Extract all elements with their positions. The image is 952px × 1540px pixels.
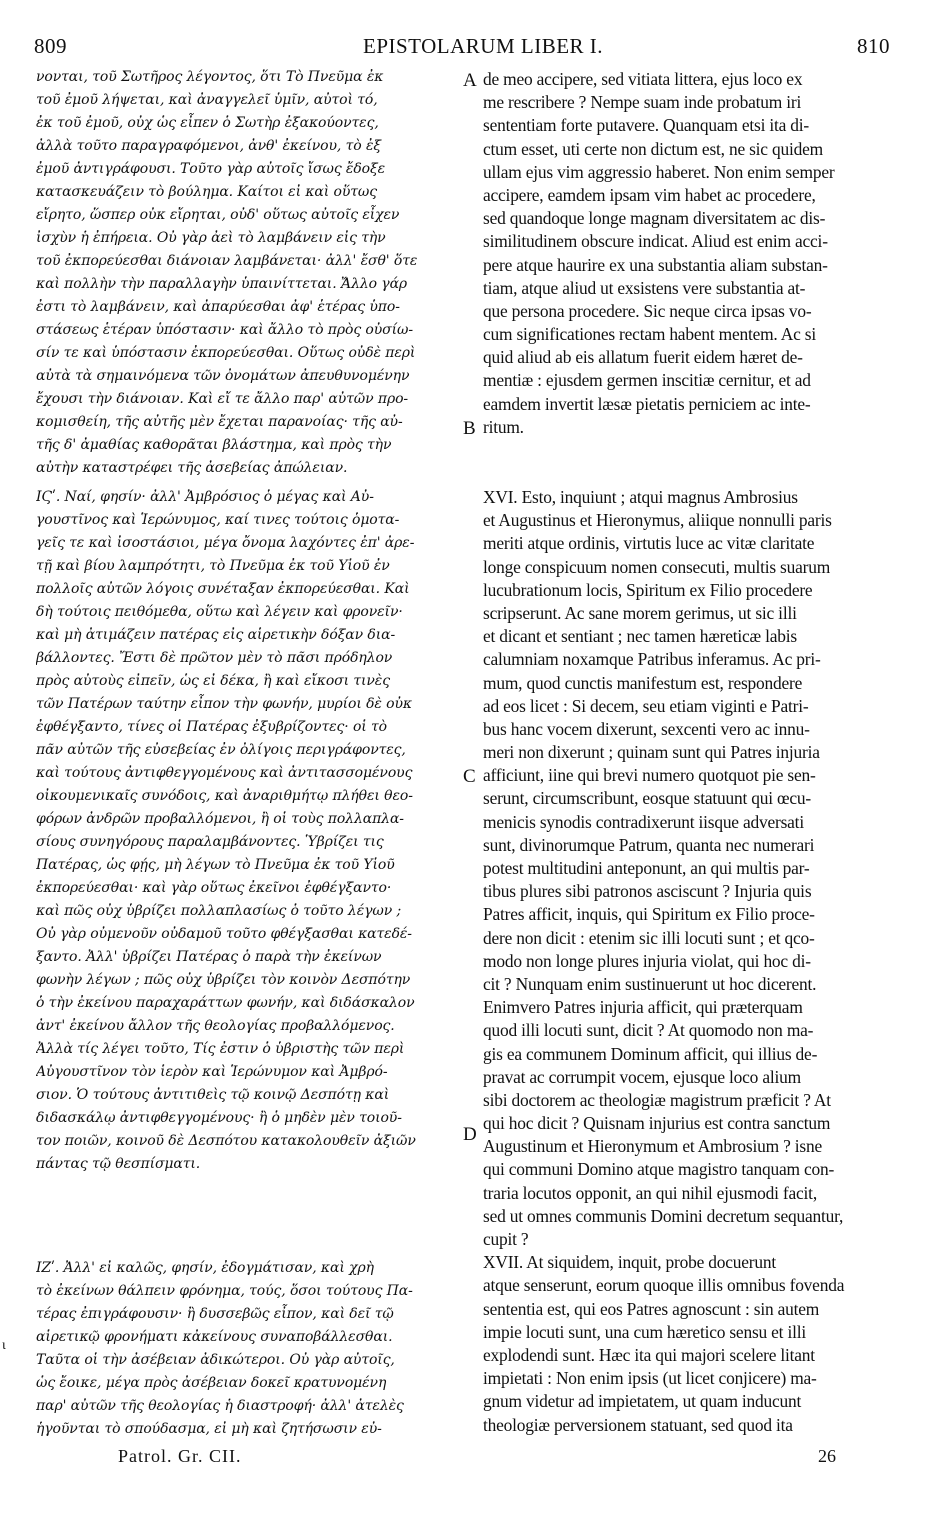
text-line: modo non longe plures injuria violat, qui hoc di- [483, 950, 811, 971]
margin-marker-b: B [463, 418, 476, 439]
text-line: τὸ ἐκείνων θάλπειν φρόνημα, τούς, ὅσοι τούτους Πα- [36, 1283, 413, 1299]
text-line: lucubrationum locis, Spiritum ex Filio procedere [483, 579, 813, 600]
text-line: ἰσχὺν ἡ ἐπήρεια. Οὐ γὰρ ἀεὶ τὸ λαμβάνειν εἰς τὴν [36, 230, 386, 246]
text-line: ἐκπορεύεσθαι· καὶ γὰρ οὕτως ἐκεῖνοι ἐφθέγξαντο· [36, 880, 392, 896]
text-line: que persona procedere. Sic neque circa ipsas vo- [483, 300, 812, 321]
text-line: τον ποιῶν, κοινοῦ δὲ Δεσπότου κατακολουθεῖν ἀξιῶν [36, 1133, 416, 1149]
text-line: αὐτὰ τὰ σημαινόμενα τῶν ὀνομάτων ἀπευθυνομένην [36, 368, 410, 384]
text-line: πρὸς αὐτοὺς εἰπεῖν, ὡς εἰ δέκα, ἢ καὶ εἴκοσι τινὲς [36, 673, 390, 689]
text-line: gnum videtur ad impietatem, ut quam inducunt [483, 1391, 802, 1412]
text-line: tibus plures sibi patronos asciscunt ? Injuria quis [483, 881, 812, 902]
text-line: γεῖς τε καὶ ἰσοστάσιοι, μέγα ὄνομα λαχόντες ἐπ' ἀρε- [36, 535, 415, 551]
text-line: πολλοῖς αὐτῶν λόγοις συνέταξαν ἐκπορεύεσθαι. Καὶ [36, 581, 410, 597]
text-line: qui hoc dicit ? Quisnam injurius est contra sanctum [483, 1113, 831, 1134]
text-line: Αὐγουστῖνον τὸν ἱερὸν καὶ Ἱερώνυμον καὶ Ἀμβρό- [36, 1064, 388, 1080]
text-line: explodendi sunt. Hæc ita qui majori scelere litant [483, 1344, 815, 1365]
text-line: ἐφθέγξαντο, τίνες οἱ Πατέρας ἐξυβρίζοντες· οἱ τὸ [36, 719, 388, 735]
text-line: τῇ καὶ βίου λαμπρότητι, τὸ Πνεῦμα ἐκ τοῦ Υἱοῦ ἐν [36, 558, 390, 574]
text-line: πάντας τῷ θεσπίσματι. [36, 1156, 201, 1172]
text-line: κομισθείη, τῆς αὐτῆς μὲν ἔχεται παρανοίας· τῆς αὐ- [36, 414, 403, 430]
text-line: pere atque haurire ex una substantia aliam substan- [483, 254, 828, 275]
text-line: αἱρετικῷ φρονήματι κἀκείνους συναποβάλλεσθαι. [36, 1329, 393, 1345]
text-line: me rescribere ? Nempe suam inde probatum iri [483, 92, 802, 113]
text-line: ὁ τὴν ἐκείνου παραχαράττων φωνήν, καὶ διδάσκαλον [36, 995, 415, 1011]
text-line: ἐμοῦ ἀντιγράφουσι. Τοῦτο γὰρ αὐτοῖς ἴσως ἔδοξε [36, 161, 386, 177]
text-line: qui communi Domino atque magistro tanquam con- [483, 1159, 835, 1180]
text-line: meriti atque ordinis, virtutis luce ac vitæ claritate [483, 533, 815, 554]
footer-signature: 26 [818, 1446, 836, 1466]
text-line: cum significationes rectam habent mentem. Ac si [483, 324, 816, 345]
text-line: ἐστι τὸ λαμβάνειν, καὶ ἀπαρύεσθαι ἀφ' ἑτέρας ὑπο- [36, 299, 400, 315]
text-line: σίους συνηγόρους παραλαμβάνοντες. Ὑβρίζει τις [36, 834, 384, 850]
text-line: τοῦ ἐκπορεύεσθαι διάνοιαν λαμβάνεται· ἀλλ' ἔσθ' ὅτε [36, 253, 418, 269]
text-line: meri non dixerunt ; quinam sunt qui Patres injuria [483, 742, 820, 763]
text-line: Enimvero Patres injuria afficit, qui præterquam [483, 997, 803, 1018]
latin-text-block-1 [483, 68, 915, 439]
text-line: impie locuti sunt, una cum hæretico sensu et illi [483, 1321, 806, 1342]
text-line: τοῦ ἐμοῦ λήψεται, καὶ ἀναγγελεῖ ὑμῖν, αὐτοὶ τό, [36, 92, 378, 108]
text-line: Ἀλλὰ τίς λέγει τοῦτο, Τίς ἐστιν ὁ ὑβριστὴς τῶν περὶ [36, 1041, 405, 1057]
left-page-number: 809 [34, 34, 67, 58]
text-line: ἀντ' ἐκείνου ἄλλον τῆς θεολογίας προβαλλόμενος. [36, 1018, 395, 1034]
text-line: κατασκευάζειν τὸ βούλημα. Καίτοι εἰ καὶ οὕτως [36, 184, 377, 200]
text-line: sibi doctorem ac theologiæ magistrum præficit ? At [483, 1089, 831, 1110]
text-line: τῆς δ' ἀμαθίας καθορᾶται βλάστημα, καὶ πρὸς τὴν [36, 437, 392, 453]
text-line: dere non dicit : etenim sic illi locuti sunt ; et qco- [483, 927, 815, 948]
footer-source: Patrol. Gr. CII. [118, 1446, 242, 1466]
text-line: πᾶν αὐτῶν τῆς εὐσεβείας ἐν ὀλίγοις περιγράφοντες, [36, 742, 406, 758]
text-line: ἔχουσι τὴν διάνοιαν. Καὶ εἴ τε ἄλλο παρ' αὐτῶν προ- [36, 391, 409, 407]
text-line: ὡς ἔοικε, μέγα πρὸς ἀσέβειαν δοκεῖ κρατυνομένη [36, 1375, 387, 1391]
text-line: eamdem invertit læsæ pietatis perniciem ac inte- [483, 393, 811, 414]
text-line: sententia est, qui eos Patres agnoscunt : sin autem [483, 1298, 820, 1319]
text-line: Patres afficit, inquis, qui Spiritum ex Filio proce- [483, 904, 815, 925]
text-line: mentiæ : ejusdem germen inscitiæ cernitur, et ad [483, 370, 811, 391]
text-line: διδασκάλῳ ἀντιφθεγγομένους· ἢ ὁ μηδὲν μὲν τοιοῦ- [36, 1110, 402, 1126]
text-line: σιον. Ὁ τούτους ἀντιτιθεὶς τῷ κοινῷ Δεσπότῃ καὶ [36, 1087, 390, 1103]
text-line: ξαντο. Ἀλλ' ὑβρίζει Πατέρας ὁ παρὰ τὴν ἐκείνων [36, 949, 382, 965]
text-line: φωνὴν λέγων ; πῶς οὐχ ὑβρίζει τὸν κοινὸν Δεσπότην [36, 972, 411, 988]
text-line: ἐκ τοῦ ἐμοῦ, οὐχ ὡς εἶπεν ὁ Σωτὴρ ἐξακούοντες, [36, 115, 379, 131]
text-line: ἀλλὰ τοῦτο παραγραφόμενοι, ἀνθ' ἐκείνου, τὸ ἐξ [36, 138, 381, 154]
text-line: ἡγοῦνται τὸ σπούδασμα, εἰ μὴ καὶ ζητήσωσιν εὐ- [36, 1421, 382, 1437]
running-title: EPISTOLARUM LIBER I. [363, 34, 604, 58]
text-line: sed ut omnes communis Domini decretum sequantur, [483, 1205, 844, 1226]
text-line: theologiæ perversionem statuant, sed quod ita [483, 1414, 793, 1435]
text-line: accipere, eamdem ipsam vim habet ac procedere, [483, 184, 816, 205]
text-line: tiam, atque aliud ut exsistens vere substantia at- [483, 277, 806, 298]
margin-marker-c: C [463, 766, 476, 787]
text-line: καὶ πῶς οὐχ ὑβρίζει πολλαπλασίως ὁ τοῦτο λέγων ; [36, 903, 402, 919]
text-line: ΙΖʹ. Ἀλλ' εἰ καλῶς, φησίν, ἐδογμάτισαν, καὶ χρὴ [36, 1260, 374, 1276]
text-line: XVII. At siquidem, inquit, probe docuerunt [483, 1252, 776, 1273]
greek-text-block-3 [36, 1257, 457, 1441]
text-line: similitudinem obscure indicat. Aliud est enim acci- [483, 231, 828, 252]
text-line: τέρας ἐπιγράφουσιν· ἢ δυσσεβῶς εἶπον, καὶ δεῖ τῷ [36, 1306, 394, 1322]
margin-marker-d: D [463, 1124, 477, 1145]
text-line: cit ? Nunquam enim sustinuerunt ut hoc dicerent. [483, 973, 817, 994]
text-line: longe conspicuum nomen consecuti, multis suarum [483, 556, 831, 577]
text-line: Πατέρας, ὡς φῄς, μὴ λέγων τὸ Πνεῦμα ἐκ τοῦ Υἱοῦ [36, 857, 395, 873]
text-line: sententiam forte putavere. Quanquam etsi ita di- [483, 115, 810, 136]
text-line: scripserunt. Ac sane morem gerimus, ut sic illi [483, 602, 797, 623]
text-line: φόρων ἀνδρῶν προβαλλόμενοι, ἢ οἱ τοὺς πολλαπλα- [36, 811, 404, 827]
text-line: αὐτὴν καταστρέφει τῆς ἀσεβείας ἀπώλειαν. [36, 460, 348, 476]
text-line: mum, quod cunctis manifestum est, respondere [483, 672, 803, 693]
margin-marker-a: A [463, 70, 477, 91]
text-line: sed quandoque longe magnam diversitatem ac dis- [483, 208, 826, 229]
margin-tick: ι [2, 1338, 6, 1353]
latin-text-block-2 [483, 486, 915, 1437]
text-line: ad eos licet : Si decem, seu etiam viginti e Patri- [483, 695, 809, 716]
text-line: ullam ejus vim aggressio haberet. Non enim semper [483, 161, 835, 182]
text-line: νονται, τοῦ Σωτῆρος λέγοντος, ὅτι Τὸ Πνεῦμα ἐκ [36, 69, 384, 85]
text-line: et Augustinus et Hieronymus, aliique nonnulli paris [483, 510, 832, 531]
text-line: et dicant et sentiant ; nec tamen hæreticæ labis [483, 626, 797, 647]
text-line: impietati : Non enim ipsis (ut licet conjicere) ma- [483, 1368, 817, 1389]
greek-text-block-1 [36, 66, 457, 480]
text-line: traria locutos opponit, an qui nihil ejusmodi facit, [483, 1182, 817, 1203]
text-line: τῶν Πατέρων ταύτην εἶπον τὴν φωνήν, μυρίοι δὲ οὐκ [36, 696, 412, 712]
greek-text-block-2 [36, 486, 457, 1176]
text-line: ritum. [483, 416, 524, 437]
text-line: Augustinum et Hieronymum et Ambrosium ? isne [483, 1136, 822, 1157]
text-line: Οὐ γὰρ οὐμενοῦν οὐδαμοῦ τοῦτο φθέγξασθαι κατεδέ- [36, 926, 412, 942]
text-line: ΙϚʹ. Ναί, φησίν· ἀλλ' Ἀμβρόσιος ὁ μέγας καὶ Αὐ- [36, 489, 374, 505]
text-line: παρ' αὐτῶν τῆς θεολογίας ἡ διαστροφή· ἀλλ' ἀτελὲς [36, 1398, 404, 1414]
text-line: calumniam noxamque Patribus inferamus. Ac pri- [483, 649, 821, 670]
text-line: ctum esset, uti certe non dictum est, ne sic quidem [483, 138, 823, 159]
text-line: καὶ μὴ ἀτιμάζειν πατέρας εἰς αἱρετικὴν δόξαν δια- [36, 627, 396, 643]
text-line: καὶ τούτους ἀντιφθεγγομένους καὶ ἀντιτασσομένους [36, 765, 413, 781]
text-line: στάσεως ἑτέραν ὑπόστασιν· καὶ ἄλλο τὸ πρὸς οὐσίω- [36, 322, 413, 338]
text-line: δὴ τούτοις πειθόμεθα, οὕτω καὶ λέγειν καὶ φρονεῖν· [36, 604, 403, 620]
text-line: σίν τε καὶ ὑπόστασιν ἐκπορεύεσθαι. Οὕτως οὐδὲ περὶ [36, 345, 416, 361]
text-line: sunt, divinorumque Patrum, quanta nec numerari [483, 834, 815, 855]
text-line: pravat ac corrumpit vocem, ejusque loco alium [483, 1066, 801, 1087]
text-line: gis ea communem Dominum afficit, qui illius de- [483, 1043, 818, 1064]
text-line: Ταῦτα οἱ τὴν ἀσέβειαν ἀδικώτεροι. Οὐ γὰρ αὐτοῖς, [36, 1352, 395, 1368]
text-line: cupit ? [483, 1229, 529, 1249]
text-line: εἴρητο, ὥσπερ οὐκ εἴρηται, οὐδ' οὕτως αὐτοῖς εἶχεν [36, 207, 400, 223]
text-line: menicis synodis contradixerunt iisque adversati [483, 811, 804, 832]
text-line: βάλλοντες. Ἔστι δὲ πρῶτον μὲν τὸ πᾶσι πρόδηλον [36, 650, 393, 666]
text-line: καὶ πολλὴν τὴν παραλλαγὴν ὑπαινίττεται. Ἄλλο γάρ [36, 276, 408, 292]
text-line: XVI. Esto, inquiunt ; atqui magnus Ambrosius [483, 487, 798, 507]
text-line: potest multitudini anteponunt, an qui multis par- [483, 858, 810, 878]
text-line: de meo accipere, sed vitiata littera, ejus loco ex [483, 69, 803, 89]
right-page-number: 810 [857, 34, 890, 58]
text-line: quod illi locuti sunt, dicit ? At quomodo non ma- [483, 1020, 814, 1041]
text-line: serunt, circumscribunt, eosque statuunt qui œcu- [483, 788, 811, 809]
text-line: οἰκουμενικαῖς συνόδοις, καὶ ἀναριθμήτῳ πλήθει θεο- [36, 788, 413, 804]
text-line: quid aliud ab eis allatum fuerit eidem hæret de- [483, 347, 803, 368]
text-line: γουστῖνος καὶ Ἱερώνυμος, καί τινες τούτοις ὁμοτα- [36, 512, 400, 528]
text-line: bus hanc vocem dixerunt, sexcenti vero ac innu- [483, 718, 810, 739]
text-line: atque senserunt, eorum quoque illis omnibus fovenda [483, 1275, 845, 1296]
text-line: afficiunt, iine qui brevi numero quotquot pie sen- [483, 765, 816, 786]
